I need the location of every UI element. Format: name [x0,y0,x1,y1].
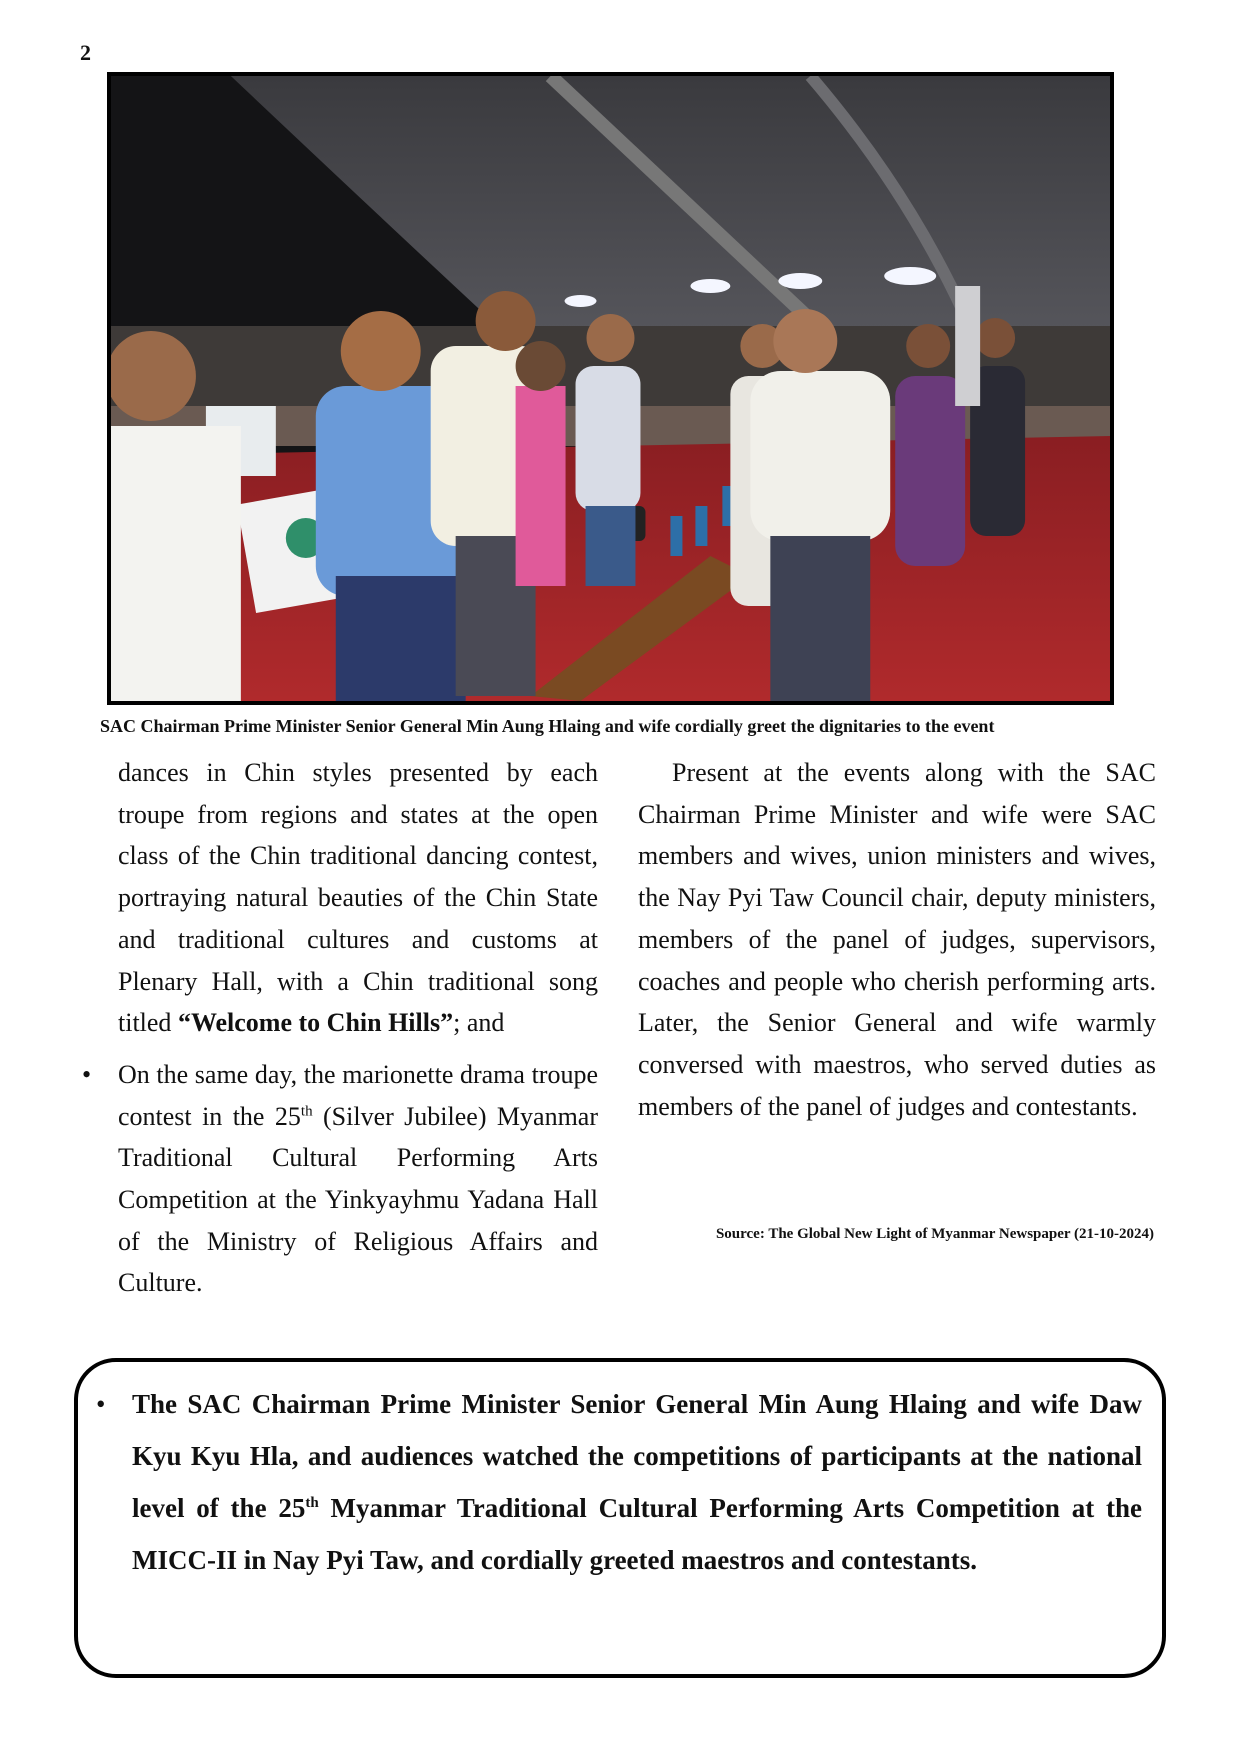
highlight-text-a: The SAC Chairman Prime Minister Senior General Min Aung Hlaing and wife Daw Kyu Kyu Hla, and audiences watched the competitions of participants at the national level of the 25 [132,1389,1142,1523]
bullet-icon: • [82,1059,92,1089]
photo-caption: SAC Chairman Prime Minister Senior General Min Aung Hlaing and wife cordially greet the dignitaries to the event [100,716,995,736]
event-photo [107,72,1114,705]
highlight-ordinal-suffix: th [305,1495,319,1511]
list-item-text-a: On the same day, the marionette drama troupe contest in the 25 [118,1059,598,1131]
highlight-text-b: Myanmar Traditional Cultural Performing Arts Competition at the MICC-II in Nay Pyi Taw, and cordially greeted maestros and contestants. [132,1493,1142,1575]
left-paragraph-text: dances in Chin styles presented by each troupe from regions and states at the open class of the Chin traditional dancing contest, portraying natural beauties of the Chin State and traditional cultures and customs at Plenary Hall, with a Chin traditional song titled [118,758,598,1038]
right-paragraph: Present at the events along with the SAC Chairman Prime Minister and wife were SAC members and wives, union ministers and wives, the Nay Pyi Taw Council chair, deputy ministers, members of the panel of judges, supervisors, coaches and people who cherish performing arts. Later, the Senior General and wife warmly conversed with maestros, who served duties as members of the panel of judges and contestants. [638,758,1156,1121]
list-item-text-b: (Silver Jubilee) Myanmar Traditional Cultural Performing Arts Competition at the Yinkyayhmu Yadana Hall of the Ministry of Religious Affairs and Culture. [118,1101,598,1298]
highlight-bullet-icon: • [96,1389,106,1419]
source-note: Source: The Global New Light of Myanmar Newspaper (21-10-2024) [715,1226,1154,1242]
left-paragraph [118,752,598,1044]
left-column [82,752,598,1304]
event-photo-illustration [111,76,1110,701]
right-column [638,752,1156,1127]
list-item [82,1054,598,1304]
page-number: 2 [80,40,91,65]
ordinal-suffix: th [300,1102,313,1119]
highlight-text [132,1378,1142,1586]
left-paragraph-end: ; and [453,1008,505,1038]
song-title: “Welcome to Chin Hills” [177,1008,454,1038]
